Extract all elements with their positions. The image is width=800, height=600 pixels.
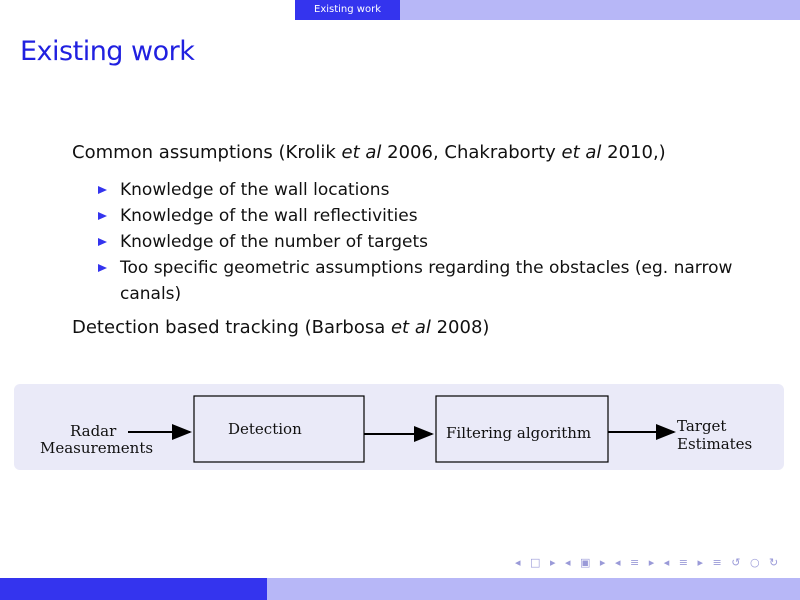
filtering-label: Filtering algorithm: [446, 424, 592, 442]
intro-paragraph: [72, 142, 792, 163]
list-item-text: Knowledge of the wall reflectivities: [120, 206, 418, 226]
nav-frame-icon[interactable]: ▣: [580, 556, 591, 569]
nav-next-slide-icon[interactable]: ▸: [549, 556, 556, 569]
intro-italic-2: et al: [561, 142, 602, 163]
nav-next-frame-icon[interactable]: ▸: [599, 556, 606, 569]
nav-toc-icon[interactable]: ≡: [712, 556, 722, 569]
nav-section-icon[interactable]: ≡: [678, 556, 688, 569]
slide-content: [72, 142, 792, 338]
intro-italic-1: et al: [341, 142, 382, 163]
block-diagram-svg: [14, 384, 784, 470]
list-item: [98, 255, 792, 307]
footer-right: [267, 578, 800, 600]
second-italic: et al: [390, 317, 431, 338]
list-item-text: Knowledge of the wall locations: [120, 180, 390, 200]
nav-next-subsection-icon[interactable]: ▸: [648, 556, 655, 569]
second-suffix: 2008): [430, 317, 490, 338]
nav-subsection-icon[interactable]: ≡: [629, 556, 640, 569]
input-label-line2: Measurements: [40, 439, 154, 457]
nav-back-icon[interactable]: ↺: [731, 556, 741, 569]
list-item: [98, 229, 792, 255]
nav-prev-frame-icon[interactable]: ◂: [564, 556, 571, 569]
second-prefix: Detection based tracking (Barbosa: [72, 317, 391, 338]
list-item-text: Knowledge of the number of targets: [120, 232, 429, 252]
header-right: [400, 0, 800, 20]
footer-left: [0, 578, 267, 600]
list-item-text: Too specific geometric assumptions regarding the obstacles (eg. narrow canals): [120, 258, 733, 304]
output-label-line2: Estimates: [677, 435, 753, 453]
nav-search-icon[interactable]: ○: [749, 556, 760, 569]
nav-slide-icon[interactable]: □: [530, 556, 541, 569]
intro-suffix: 2010,): [601, 142, 666, 163]
header-bar: [0, 0, 800, 20]
output-label-line1: Target: [677, 417, 727, 435]
footer-bar: [0, 578, 800, 600]
list-item: [98, 177, 792, 203]
nav-next-section-icon[interactable]: ▸: [697, 556, 703, 569]
nav-prev-section-icon[interactable]: ◂: [663, 556, 670, 569]
intro-prefix: Common assumptions (Krolik: [72, 142, 342, 163]
assumptions-list: [72, 177, 792, 307]
intro-mid: 2006, Chakraborty: [381, 142, 562, 163]
bullet-triangle-icon: [98, 212, 107, 220]
bullet-triangle-icon: [98, 186, 107, 194]
detection-label: Detection: [228, 420, 302, 438]
nav-prev-slide-icon[interactable]: ◂: [515, 556, 521, 569]
bullet-triangle-icon: [98, 238, 107, 246]
nav-forward-icon[interactable]: ↻: [769, 556, 779, 569]
block-diagram: [14, 384, 784, 470]
header-section-title[interactable]: Existing work: [295, 0, 400, 20]
list-item: [98, 203, 792, 229]
beamer-navigation: [515, 556, 784, 574]
slide-title: Existing work: [20, 36, 195, 67]
bullet-triangle-icon: [98, 264, 107, 272]
input-label-line1: Radar: [70, 422, 117, 440]
second-paragraph: [72, 317, 792, 338]
nav-prev-subsection-icon[interactable]: ◂: [614, 556, 621, 569]
